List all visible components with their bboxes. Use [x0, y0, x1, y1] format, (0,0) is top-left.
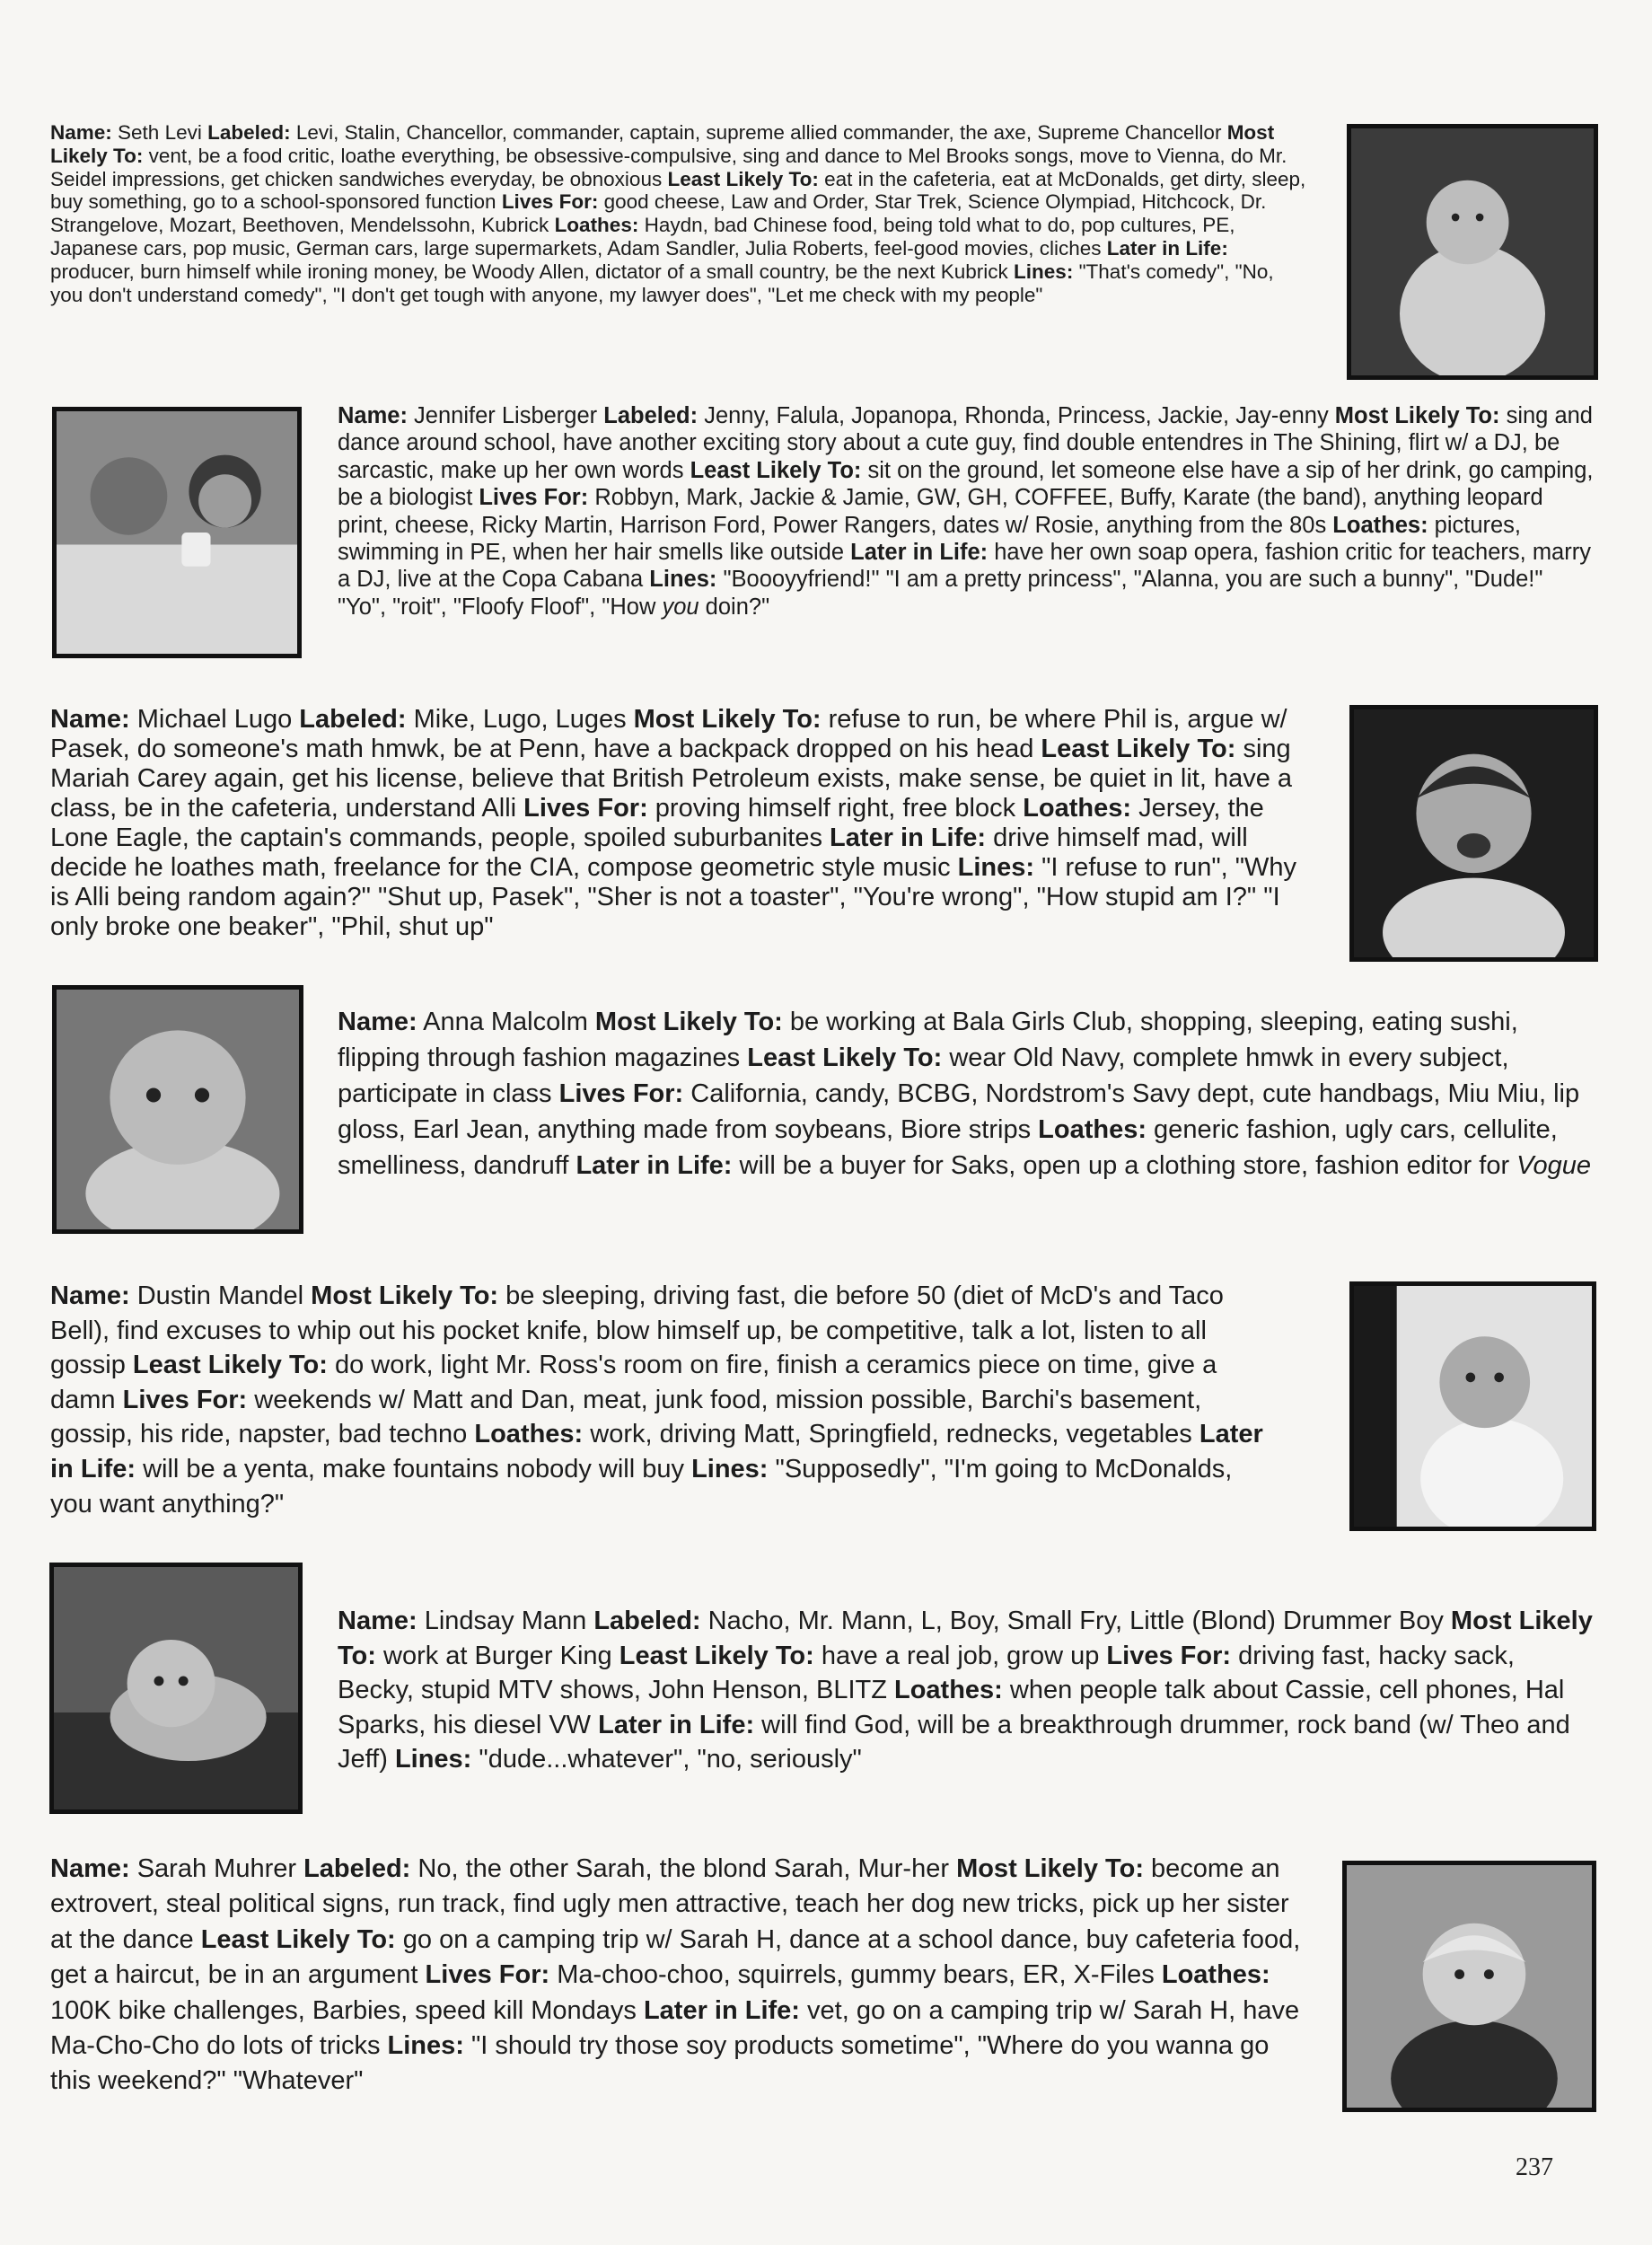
field-value: work at Burger King — [375, 1641, 620, 1670]
field-value: will find God, will be a breakthrough drummer, rock band (w/ Theo and Jeff) — [338, 1710, 1570, 1774]
field-value: weekends w/ Matt and Dan, meat, junk food, mission possible, Barchi's basement, gossip, his ride, napster, bad techno — [50, 1385, 1202, 1449]
field-label: Lines: — [649, 567, 717, 593]
field-value: be sleeping, driving fast, die before 50 (diet of McD's and Taco Bell), find excuses to whip out his pocket knife, blow himself up, be competitive, talk a lot, listen to all gossip — [50, 1281, 1224, 1380]
field-label: Most Likely To: — [50, 121, 1275, 167]
field-value: driving fast, hacky sack, Becky, stupid MTV shows, John Henson, BLITZ — [338, 1641, 1515, 1705]
field-value: Jennifer Lisberger — [407, 403, 604, 428]
profile-jennifer-lisberger — [338, 402, 1596, 621]
field-value: 100K bike challenges, Barbies, speed kill Mondays — [50, 1995, 644, 2025]
field-label: Lives For: — [479, 485, 589, 511]
field-value: sing and dance around school, have another exciting story about a cute guy, find double entendres in The Shining, flirt w/ a DJ, be sarcastic, make up her own words — [338, 403, 1593, 483]
profile-text — [50, 1279, 1280, 1521]
field-value: Jersey, the Lone Eagle, the captain's commands, people, spoiled suburbanites — [50, 794, 1264, 852]
field-value: Nacho, Mr. Mann, L, Boy, Small Fry, Little (Blond) Drummer Boy — [700, 1607, 1451, 1635]
page-number: 237 — [1516, 2153, 1553, 2181]
field-label: Labeled: — [207, 121, 291, 144]
field-label: Loathes: — [474, 1420, 584, 1449]
profile-text — [50, 121, 1307, 306]
field-value: vet, go on a camping trip w/ Sarah H, have Ma-Cho-Cho do lots of tricks — [50, 1995, 1300, 2061]
field-label: Loathes: — [894, 1676, 1003, 1705]
field-value: drive himself mad, will decide he loathes math, freelance for the CIA, compose geometric style music — [50, 823, 1248, 882]
field-value: work, driving Matt, Springfield, rednecks, vegetables — [583, 1420, 1199, 1449]
field-label: Loathes: — [1023, 794, 1132, 823]
field-label: Most Likely To: — [956, 1854, 1144, 1883]
field-label: Labeled: — [593, 1607, 701, 1635]
field-label: Loathes: — [1038, 1115, 1147, 1144]
field-label: Later in Life: — [598, 1710, 755, 1739]
field-label: Labeled: — [299, 705, 407, 734]
field-label: Lines: — [691, 1454, 769, 1483]
field-label: Name: — [338, 1607, 417, 1635]
field-label: Later in Life: — [850, 540, 989, 566]
field-value: have her own soap opera, fashion critic for teachers, marry a DJ, live at the Copa Cabana — [338, 540, 1591, 593]
field-value: pictures, swimming in PE, when her hair smells like outside — [338, 512, 1522, 566]
field-label: Name: — [50, 1854, 130, 1883]
field-label: Most Likely To: — [338, 1607, 1593, 1670]
field-label: Labeled: — [603, 403, 699, 428]
field-label: Name: — [50, 1281, 130, 1310]
field-value: will be a yenta, make fountains nobody will buy — [136, 1454, 692, 1483]
field-label: Lines: — [394, 1745, 472, 1774]
profile-text — [50, 705, 1307, 942]
field-value: Ma-choo-choo, squirrels, gummy bears, ER, X-Files — [549, 1960, 1162, 1990]
baby-photo-sarah-muhrer — [1342, 1861, 1596, 2112]
profile-sarah-muhrer — [50, 1852, 1307, 2100]
field-label: Most Likely To: — [594, 1008, 783, 1036]
field-value: California, candy, BCBG, Nordstrom's Savy dept, cute handbags, Miu Miu, lip gloss, Earl Jean, anything made from soybeans, Biore strips — [338, 1079, 1580, 1144]
field-label: Loathes: — [1332, 512, 1428, 538]
field-label: Most Likely To: — [1334, 403, 1500, 428]
field-label: Least Likely To: — [200, 1924, 396, 1954]
baby-photo-anna-malcolm — [52, 985, 303, 1234]
profile-anna-malcolm — [338, 1004, 1596, 1184]
field-label: Least Likely To: — [690, 457, 862, 483]
field-label: Later in Life: — [576, 1151, 733, 1180]
field-value: Anna Malcolm — [417, 1008, 595, 1036]
field-value: "Boooyyfriend!" "I am a pretty princess", "Alanna, you are such a bunny", "Dude!" "Yo", "roit", "Floofy Floof", "How — [338, 567, 1543, 620]
baby-photo-dustin-mandel — [1349, 1281, 1596, 1531]
field-value: sing Mariah Carey again, get his license, believe that British Petroleum exists, make sense, be quiet in lit, have a class, be in the cafeteria, understand Alli — [50, 735, 1293, 823]
field-label: Lives For: — [122, 1385, 248, 1414]
field-label: Loathes: — [554, 214, 639, 237]
field-value: generic fashion, ugly cars, cellulite, smelliness, dandruff — [338, 1115, 1558, 1180]
field-value: do work, light Mr. Ross's room on fire, finish a ceramics piece on time, give a damn — [50, 1351, 1217, 1414]
field-value: "That's comedy", "No, you don't understand comedy", "I don't get tough with anyone, my lawyer does", "Let me check with my people" — [50, 260, 1274, 306]
baby-photo-lindsay-mann — [49, 1563, 303, 1814]
field-value: proving himself right, free block — [647, 794, 1024, 823]
field-value: eat in the cafeteria, eat at McDonalds, get dirty, sleep, buy something, go to a school-sponsored function — [50, 167, 1306, 214]
field-value: Mike, Lugo, Luges — [406, 705, 634, 734]
field-label: Lines: — [957, 853, 1035, 882]
field-value: Sarah Muhrer — [129, 1854, 304, 1883]
field-value: Robbyn, Mark, Jackie & Jamie, GW, GH, COFFEE, Buffy, Karate (the band), anything leopard print, cheese, Ricky Martin, Harrison Ford, Power Rangers, dates w/ Rosie, anything from the 80s — [338, 485, 1543, 538]
field-value: "dude...whatever", "no, seriously" — [471, 1745, 862, 1774]
field-label: Later in Life: — [1106, 236, 1228, 260]
field-value: you — [662, 594, 699, 620]
profile-text — [338, 1604, 1595, 1777]
field-value: "Supposedly", "I'm going to McDonalds, you want anything?" — [50, 1454, 1233, 1519]
field-label: Loathes: — [1161, 1960, 1270, 1990]
field-value: wear Old Navy, complete hmwk in every subject, participate in class — [338, 1043, 1509, 1108]
field-label: Lines: — [1014, 260, 1074, 283]
field-label: Most Likely To: — [311, 1281, 499, 1310]
field-label: Lives For: — [425, 1960, 550, 1990]
field-value: when people talk about Cassie, cell phones, Hal Sparks, his diesel VW — [338, 1676, 1565, 1739]
field-label: Name: — [50, 121, 112, 144]
field-label: Least Likely To: — [619, 1641, 814, 1670]
field-value: doin?" — [699, 594, 770, 620]
field-value: sit on the ground, let someone else have a sip of her drink, go camping, be a biologist — [338, 457, 1594, 511]
field-value: Haydn, bad Chinese food, being told what to do, pop cultures, PE, Japanese cars, pop music, German cars, large supermarkets, Adam Sandler, Julia Roberts, feel-good movies, cliches — [50, 214, 1235, 260]
field-label: Lives For: — [1106, 1641, 1232, 1670]
field-label: Later in Life: — [50, 1420, 1263, 1483]
field-value: "I refuse to run", "Why is Alli being random again?" "Shut up, Pasek", "Sher is not a toaster", "You're wrong", "How stupid am I?" "I only broke one beaker", "Phil, shut up" — [50, 853, 1297, 941]
field-label: Later in Life: — [830, 823, 987, 852]
field-value: Dustin Mandel — [129, 1281, 312, 1310]
baby-photo-jennifer-lisberger — [52, 407, 302, 658]
field-value: "I should try those soy products sometime", "Where do you wanna go this weekend?" "Whatever" — [50, 2031, 1270, 2096]
field-value: Lindsay Mann — [417, 1607, 594, 1635]
field-label: Most Likely To: — [633, 705, 822, 734]
field-label: Name: — [338, 403, 408, 428]
field-value: Michael Lugo — [129, 705, 300, 734]
profile-michael-lugo — [50, 705, 1307, 942]
field-label: Name: — [338, 1008, 417, 1036]
field-label: Lives For: — [523, 794, 648, 823]
field-value: be working at Bala Girls Club, shopping, sleeping, eating sushi, flipping through fashion magazines — [338, 1008, 1518, 1072]
baby-photo-seth-levi — [1347, 124, 1598, 380]
profile-dustin-mandel — [50, 1279, 1280, 1521]
field-value: vent, be a food critic, loathe everything, be obsessive-compulsive, sing and dance to Mel Brooks songs, move to Vienna, do Mr. Seidel impressions, get chicken sandwiches everyday, be obnoxious — [50, 144, 1287, 190]
field-value: become an extrovert, steal political signs, run track, find ugly men attractive, teach her dog new tricks, pick up her sister at the dance — [50, 1854, 1289, 1954]
profile-lindsay-mann — [338, 1604, 1595, 1777]
field-label: Lines: — [387, 2031, 464, 2061]
field-label: Least Likely To: — [667, 167, 819, 190]
field-value: Levi, Stalin, Chancellor, commander, captain, supreme allied commander, the axe, Supreme Chancellor — [290, 121, 1227, 144]
field-label: Lives For: — [558, 1079, 684, 1108]
field-value: Seth Levi — [111, 121, 208, 144]
field-value: Vogue — [1516, 1151, 1591, 1180]
field-value: have a real job, grow up — [813, 1641, 1107, 1670]
field-label: Name: — [50, 705, 130, 734]
profile-seth-levi — [50, 121, 1307, 306]
field-label: Least Likely To: — [747, 1043, 943, 1072]
field-value: will be a buyer for Saks, open up a clothing store, fashion editor for — [732, 1151, 1517, 1180]
field-label: Least Likely To: — [132, 1351, 328, 1380]
field-label: Lives For: — [501, 190, 599, 214]
field-value: good cheese, Law and Order, Star Trek, Science Olympiad, Hitchcock, Dr. Strangelove, Mozart, Beethoven, Mendelssohn, Kubrick — [50, 190, 1267, 237]
profile-text — [338, 402, 1596, 621]
field-label: Labeled: — [303, 1854, 411, 1883]
field-value: producer, burn himself while ironing money, be Woody Allen, dictator of a small country, be the next Kubrick — [50, 260, 1015, 283]
field-value: Jenny, Falula, Jopanopa, Rhonda, Princess, Jackie, Jay-enny — [698, 403, 1335, 428]
field-label: Later in Life: — [643, 1995, 800, 2025]
field-label: Least Likely To: — [1041, 735, 1236, 763]
field-value: go on a camping trip w/ Sarah H, dance at a school dance, buy cafeteria food, get a haircut, be in an argument — [50, 1924, 1301, 1990]
profile-text — [338, 1004, 1596, 1184]
baby-photo-michael-lugo — [1349, 705, 1598, 962]
field-value: No, the other Sarah, the blond Sarah, Mur-her — [410, 1854, 957, 1883]
profile-text — [50, 1852, 1307, 2100]
field-value: refuse to run, be where Phil is, argue w/ Pasek, do someone's math hmwk, be at Penn, have a backpack dropped on his head — [50, 705, 1287, 763]
